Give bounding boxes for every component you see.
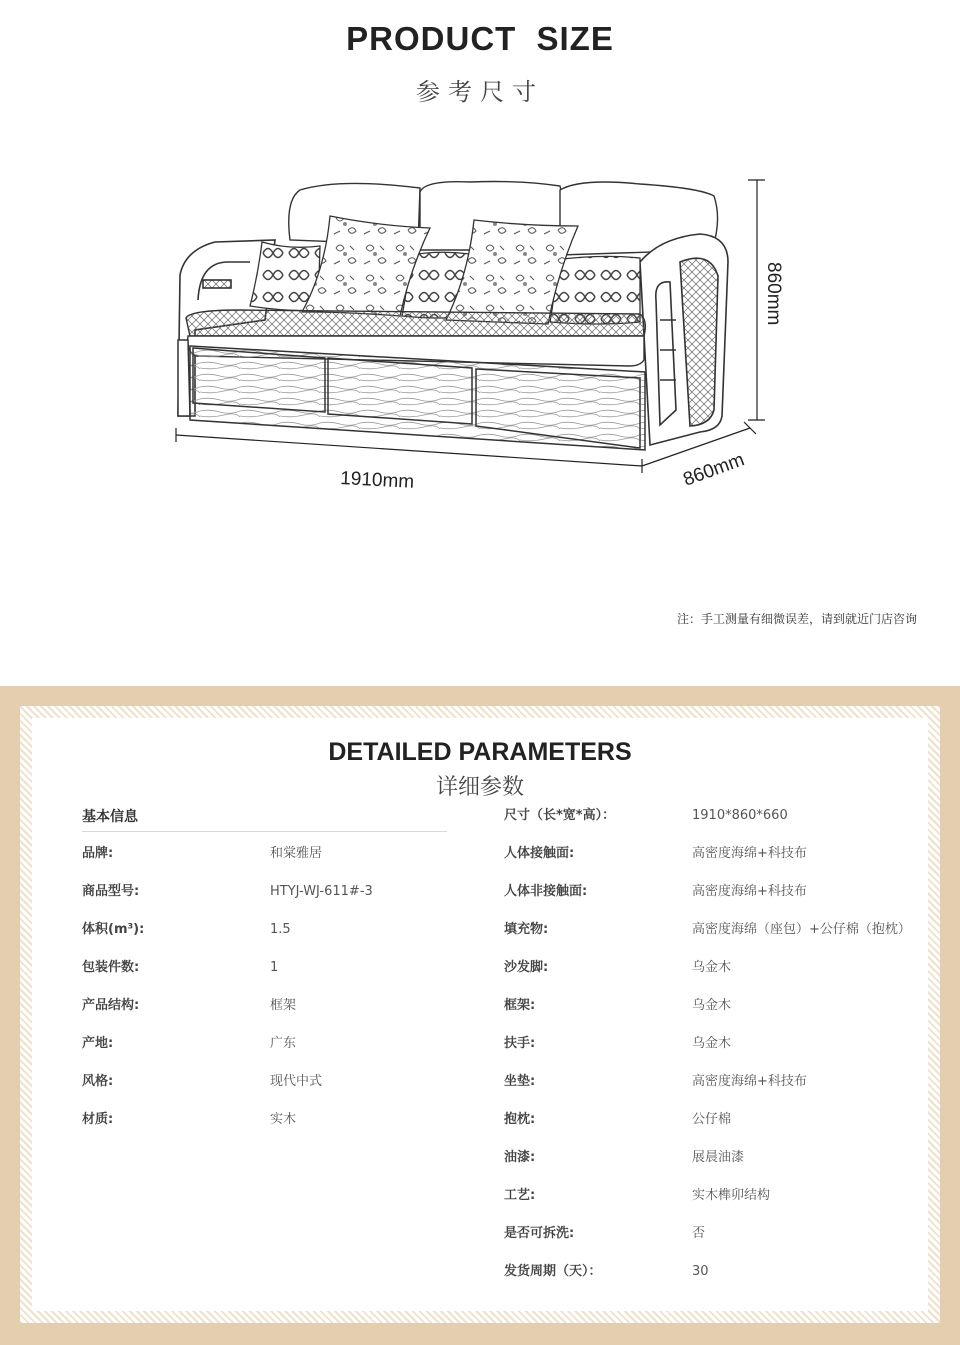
param-label: 是否可拆洗:	[504, 1226, 575, 1241]
param-label: 坐垫:	[504, 1074, 536, 1089]
param-label: 产品结构:	[82, 998, 140, 1013]
param-value: HTYJ-WJ-611#-3	[270, 884, 373, 899]
param-value: 1910*860*660	[692, 808, 788, 823]
param-label: 框架:	[504, 998, 536, 1013]
param-label: 尺寸（长*宽*高）：	[504, 808, 616, 823]
sofa-sketch	[0, 0, 960, 600]
width-dimension-label: 1910mm	[339, 468, 415, 493]
param-value: 公仔棉	[692, 1112, 732, 1127]
parameters-title: DETAILED PARAMETERS	[328, 738, 632, 766]
param-value: 30	[692, 1264, 709, 1279]
param-label: 风格:	[82, 1074, 114, 1089]
param-label: 材质:	[82, 1112, 114, 1127]
param-value: 展晨油漆	[692, 1150, 745, 1165]
param-value: 高密度海绵+科技布	[692, 846, 807, 861]
param-label: 包装件数:	[82, 960, 140, 975]
param-label: 工艺:	[504, 1188, 536, 1203]
basic-info-heading: 基本信息	[82, 809, 138, 825]
param-value: 实木	[270, 1112, 297, 1127]
param-value: 广东	[270, 1036, 297, 1051]
product-size-subtitle: 参考尺寸	[416, 78, 544, 106]
param-value: 1	[270, 960, 279, 975]
param-label: 油漆:	[504, 1150, 536, 1165]
param-value: 否	[692, 1226, 706, 1241]
param-value: 乌金木	[692, 1036, 732, 1051]
param-label: 品牌:	[82, 846, 114, 861]
param-label: 扶手:	[504, 1036, 536, 1051]
param-value: 乌金木	[692, 960, 732, 975]
param-label: 填充物:	[504, 922, 549, 937]
param-label: 发货周期（天）：	[504, 1264, 602, 1279]
param-value: 高密度海绵（座包）+公仔棉（抱枕）	[692, 922, 911, 937]
param-value: 高密度海绵+科技布	[692, 1074, 807, 1089]
parameters-panel	[32, 718, 928, 1311]
depth-dimension-label: 860mm	[680, 449, 748, 491]
param-value: 现代中式	[270, 1074, 323, 1089]
parameters-section	[0, 686, 960, 1345]
section-divider	[82, 831, 447, 832]
param-value: 实木榫卯结构	[692, 1188, 771, 1203]
param-value: 高密度海绵+科技布	[692, 884, 807, 899]
param-label: 体积(m³):	[82, 922, 145, 937]
param-value: 1.5	[270, 922, 291, 937]
param-label: 人体接触面:	[504, 846, 575, 861]
param-value: 框架	[270, 998, 297, 1013]
param-value: 乌金木	[692, 998, 732, 1013]
param-label: 抱枕:	[504, 1112, 536, 1127]
measurement-note: 注：手工测量有细微误差，请到就近门店咨询	[676, 612, 917, 626]
height-dimension-label: 860mm	[763, 262, 784, 326]
param-label: 人体非接触面:	[504, 884, 588, 899]
param-label: 产地:	[82, 1036, 114, 1051]
param-label: 商品型号:	[82, 884, 140, 899]
product-size-title: PRODUCT SIZE	[346, 20, 614, 57]
decorative-frame	[20, 706, 940, 1323]
param-label: 沙发脚:	[504, 960, 549, 975]
parameters-subtitle: 详细参数	[435, 775, 524, 800]
right-arm	[640, 234, 728, 445]
param-value: 和棠雅居	[270, 846, 323, 861]
